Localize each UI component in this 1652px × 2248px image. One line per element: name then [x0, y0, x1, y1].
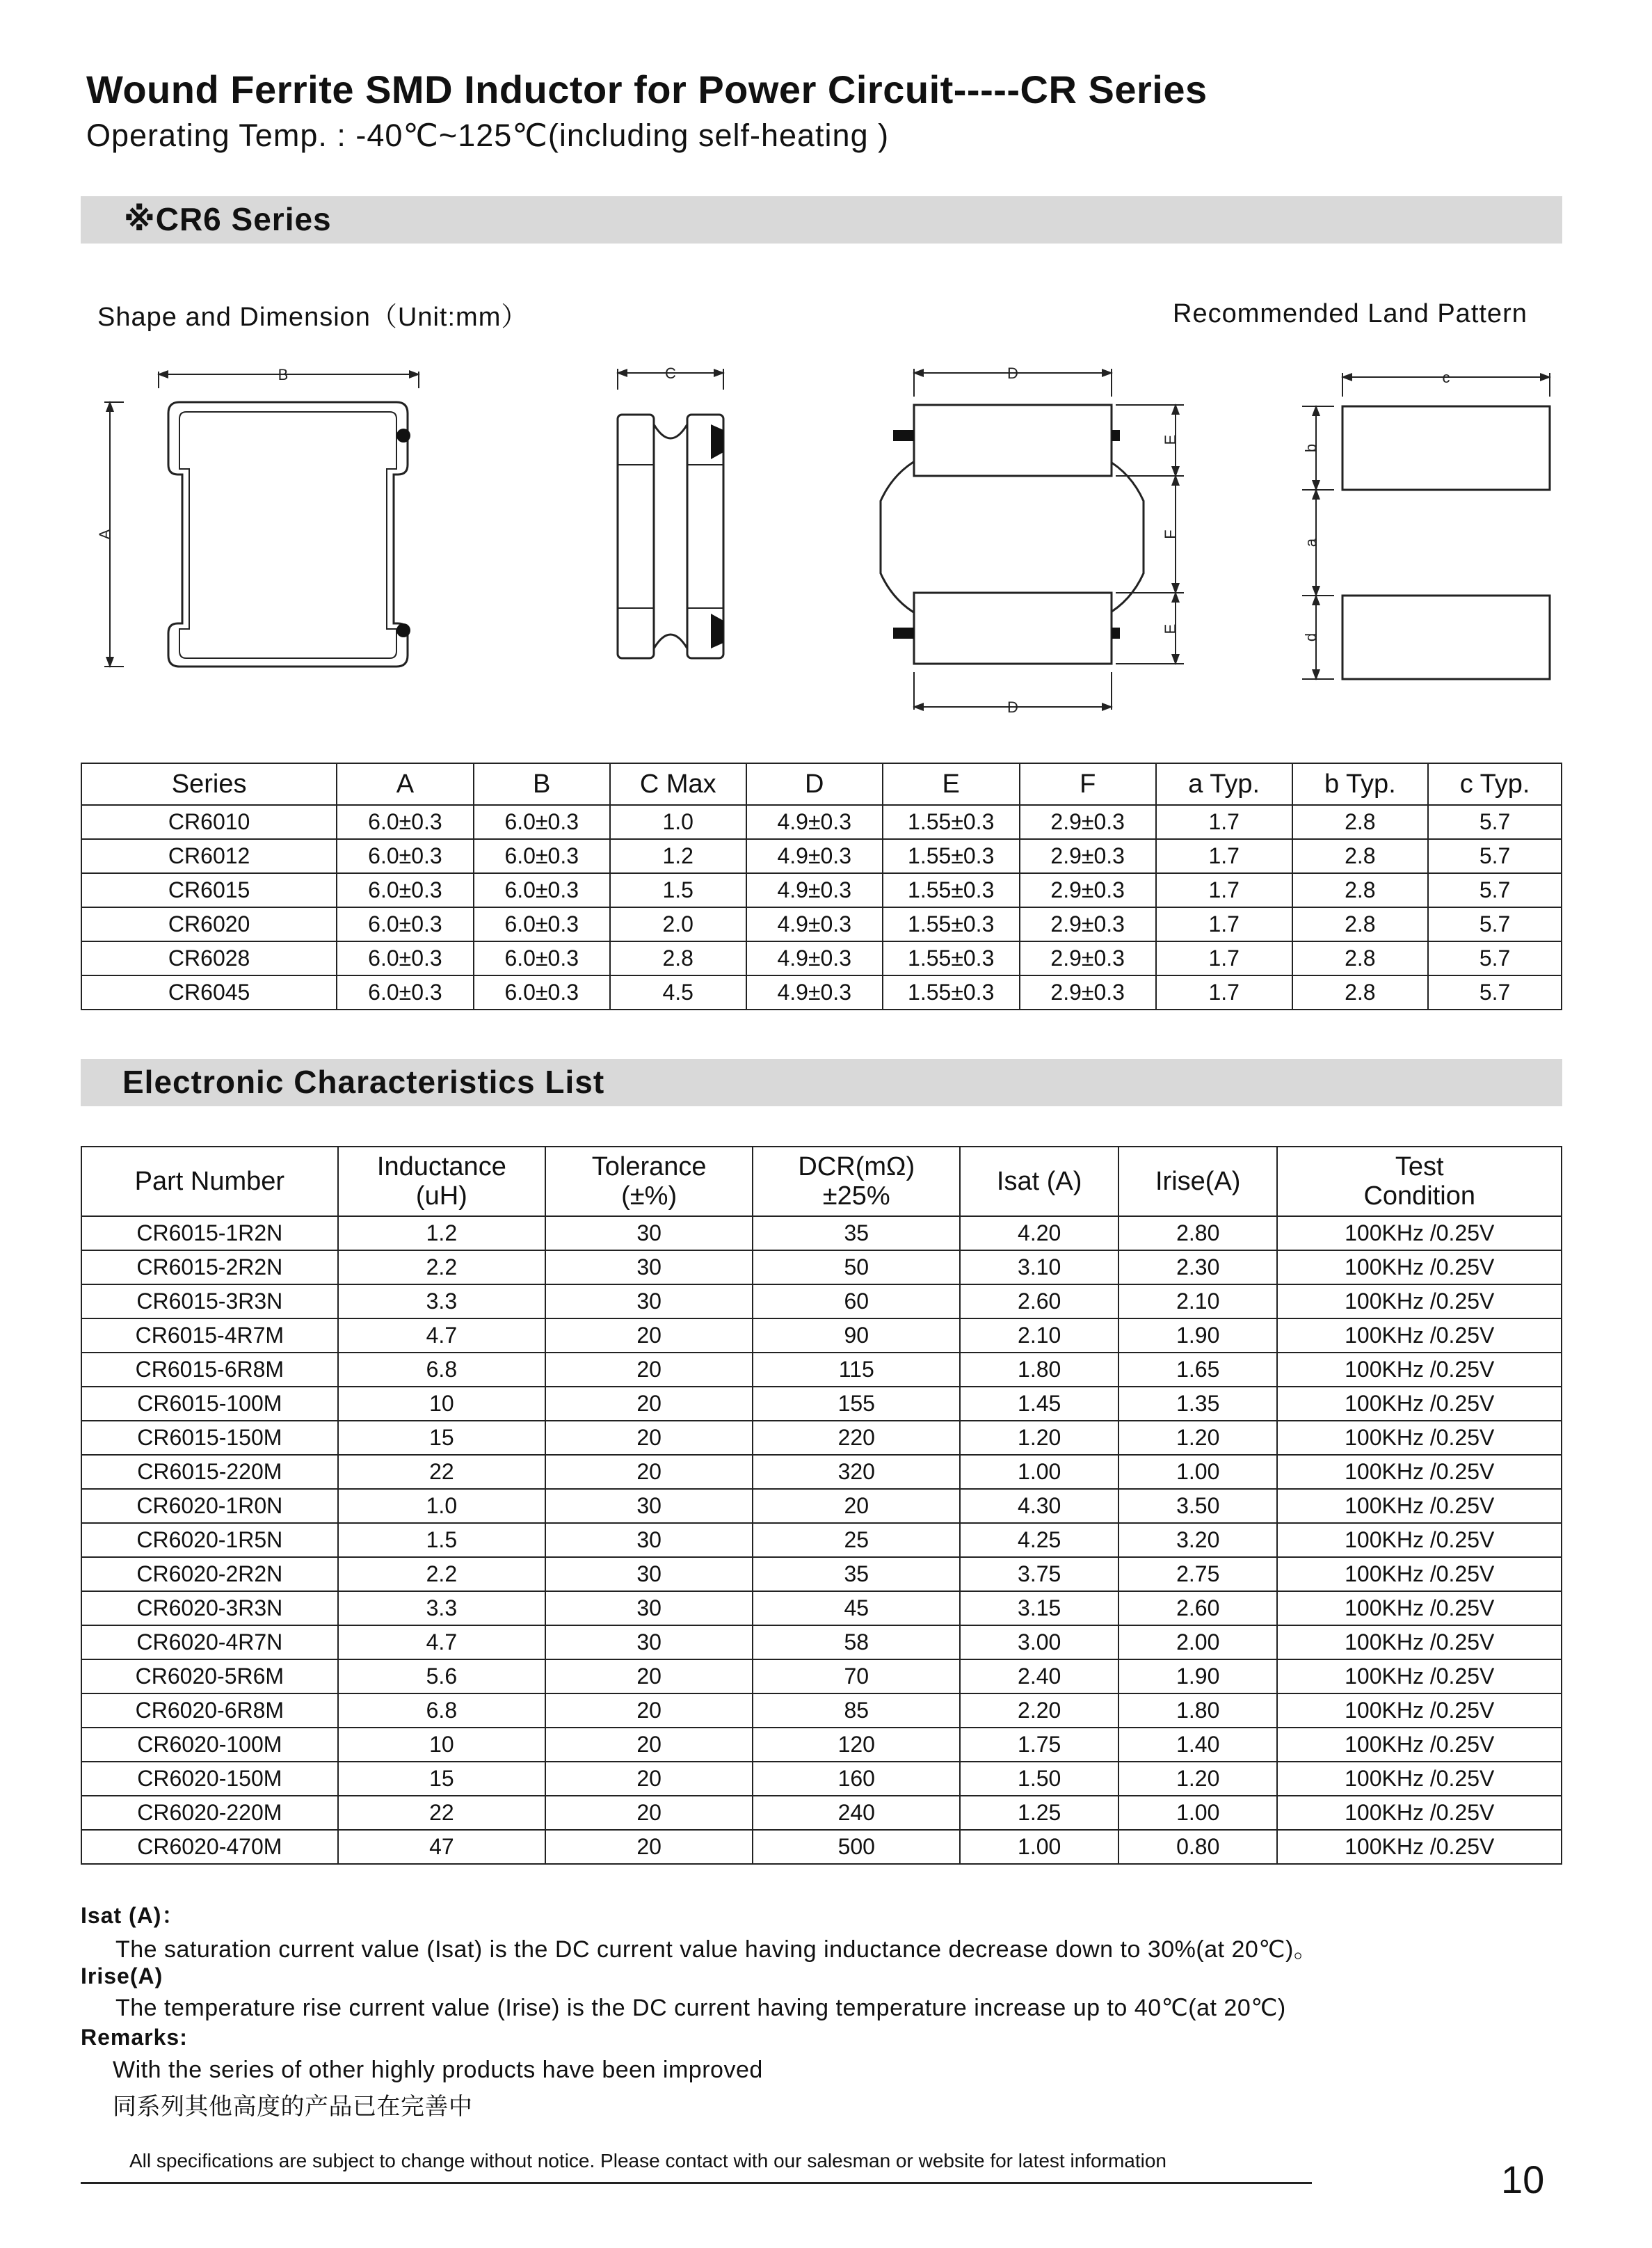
dimension-cell: 2.8	[1292, 941, 1429, 975]
dimension-cell: 2.9±0.3	[1020, 975, 1156, 1010]
operating-temp: Operating Temp. : -40℃~125℃(including self-heating )	[86, 118, 890, 153]
characteristics-cell: 100KHz /0.25V	[1277, 1318, 1562, 1353]
dimension-row	[81, 805, 1562, 839]
characteristics-cell: 100KHz /0.25V	[1277, 1387, 1562, 1421]
characteristics-cell: 2.30	[1118, 1250, 1278, 1284]
dimension-cell: 2.8	[1292, 839, 1429, 873]
characteristics-row	[81, 1693, 1562, 1728]
characteristics-cell: 22	[338, 1796, 545, 1830]
characteristics-row	[81, 1318, 1562, 1353]
dimension-cell: 1.7	[1156, 907, 1292, 941]
dimension-cell: 1.7	[1156, 941, 1292, 975]
dim-label-land-c: c	[1442, 369, 1450, 386]
characteristics-cell: 20	[545, 1830, 753, 1864]
characteristics-cell: 50	[753, 1250, 960, 1284]
footer-disclaimer: All specifications are subject to change without notice. Please contact with our salesman or website for latest information	[129, 2150, 1166, 2171]
characteristics-row	[81, 1455, 1562, 1489]
characteristics-cell: 100KHz /0.25V	[1277, 1455, 1562, 1489]
dimension-row	[81, 975, 1562, 1010]
characteristics-cell: 10	[338, 1387, 545, 1421]
dimension-cell: 1.2	[610, 839, 746, 873]
dimension-header-cell: D	[746, 763, 883, 805]
characteristics-cell: 2.00	[1118, 1625, 1278, 1659]
characteristics-cell: 90	[753, 1318, 960, 1353]
dim-label-f: F	[1162, 529, 1179, 539]
dimension-cell: 2.9±0.3	[1020, 873, 1156, 907]
part-number-cell: CR6015-3R3N	[81, 1284, 338, 1318]
characteristics-cell: 1.20	[960, 1421, 1118, 1455]
characteristics-header-cell	[545, 1147, 753, 1216]
characteristics-cell: 1.65	[1118, 1353, 1278, 1387]
dimension-header-cell: C Max	[610, 763, 746, 805]
dim-label-a: A	[96, 529, 113, 540]
characteristics-cell: 1.80	[1118, 1693, 1278, 1728]
characteristics-cell: 0.80	[1118, 1830, 1278, 1864]
characteristics-cell: 70	[753, 1659, 960, 1693]
characteristics-cell: 4.25	[960, 1523, 1118, 1557]
page-number: 10	[1501, 2158, 1545, 2201]
characteristics-cell: 10	[338, 1728, 545, 1762]
characteristics-header-cell	[338, 1147, 545, 1216]
characteristics-row	[81, 1557, 1562, 1591]
part-number-cell: CR6015-4R7M	[81, 1318, 338, 1353]
characteristics-cell: 5.6	[338, 1659, 545, 1693]
characteristics-cell: 30	[545, 1625, 753, 1659]
characteristics-cell: 22	[338, 1455, 545, 1489]
isat-description: The saturation current value (Isat) is the DC current value having inductance decrease down to 30%(at 20℃)。	[115, 1936, 1318, 1963]
header-line: Inductance	[376, 1152, 506, 1181]
characteristics-row	[81, 1523, 1562, 1557]
remarks-heading: Remarks:	[81, 2025, 188, 2050]
characteristics-cell: 58	[753, 1625, 960, 1659]
characteristics-cell: 1.20	[1118, 1421, 1278, 1455]
characteristics-cell: 1.35	[1118, 1387, 1278, 1421]
characteristics-cell: 6.8	[338, 1353, 545, 1387]
dimension-cell: 1.55±0.3	[883, 941, 1020, 975]
header-line: Condition	[1363, 1181, 1476, 1211]
dimension-cell: 4.9±0.3	[746, 805, 883, 839]
characteristics-cell: 4.30	[960, 1489, 1118, 1523]
characteristics-cell: 100KHz /0.25V	[1277, 1625, 1562, 1659]
characteristics-cell: 20	[545, 1421, 753, 1455]
characteristics-header-cell	[1277, 1147, 1562, 1216]
characteristics-cell: 3.15	[960, 1591, 1118, 1625]
characteristics-cell: 60	[753, 1284, 960, 1318]
characteristics-cell: 100KHz /0.25V	[1277, 1284, 1562, 1318]
dimension-cell: 6.0±0.3	[474, 941, 610, 975]
land-pattern-drawing	[1302, 373, 1550, 679]
characteristics-cell: 2.60	[1118, 1591, 1278, 1625]
characteristics-cell: 120	[753, 1728, 960, 1762]
dim-label-e-top: E	[1162, 434, 1179, 445]
characteristics-cell: 100KHz /0.25V	[1277, 1353, 1562, 1387]
dimension-cell: 1.55±0.3	[883, 873, 1020, 907]
characteristics-cell: 15	[338, 1762, 545, 1796]
part-number-cell: CR6020-6R8M	[81, 1693, 338, 1728]
characteristics-cell: 2.75	[1118, 1557, 1278, 1591]
part-number-cell: CR6020-100M	[81, 1728, 338, 1762]
characteristics-cell: 3.75	[960, 1557, 1118, 1591]
characteristics-row	[81, 1387, 1562, 1421]
characteristics-cell: 2.40	[960, 1659, 1118, 1693]
characteristics-cell: 100KHz /0.25V	[1277, 1796, 1562, 1830]
characteristics-cell: 100KHz /0.25V	[1277, 1421, 1562, 1455]
characteristics-cell: 20	[545, 1796, 753, 1830]
land-pattern-label: Recommended Land Pattern	[1173, 299, 1527, 328]
characteristics-cell: 100KHz /0.25V	[1277, 1693, 1562, 1728]
dimension-cell: 5.7	[1428, 839, 1562, 873]
dimension-cell: 4.9±0.3	[746, 839, 883, 873]
characteristics-cell: 20	[545, 1387, 753, 1421]
dim-label-c: C	[665, 365, 676, 382]
characteristics-cell: 35	[753, 1216, 960, 1250]
header-line: ±25%	[822, 1181, 890, 1211]
part-number-cell: CR6020-3R3N	[81, 1591, 338, 1625]
characteristics-cell: 100KHz /0.25V	[1277, 1216, 1562, 1250]
part-number-cell: CR6020-1R0N	[81, 1489, 338, 1523]
characteristics-cell: 100KHz /0.25V	[1277, 1830, 1562, 1864]
characteristics-cell: 4.20	[960, 1216, 1118, 1250]
dimension-cell: 2.9±0.3	[1020, 907, 1156, 941]
dim-label-e-bottom: E	[1162, 623, 1179, 635]
characteristics-cell: 100KHz /0.25V	[1277, 1728, 1562, 1762]
dimension-cell: 1.7	[1156, 975, 1292, 1010]
characteristics-cell: 1.0	[338, 1489, 545, 1523]
characteristics-cell: 47	[338, 1830, 545, 1864]
characteristics-cell: 30	[545, 1523, 753, 1557]
characteristics-cell: 100KHz /0.25V	[1277, 1557, 1562, 1591]
dimension-cell: 4.9±0.3	[746, 975, 883, 1010]
dimension-cell: 1.7	[1156, 805, 1292, 839]
characteristics-cell: 1.45	[960, 1387, 1118, 1421]
dim-label-d-top: D	[1007, 365, 1018, 382]
part-number-cell: CR6020-2R2N	[81, 1557, 338, 1591]
characteristics-cell: 20	[545, 1318, 753, 1353]
shape-dimension-label: Shape and Dimension（Unit:mm）	[97, 303, 529, 332]
part-number-cell: CR6020-1R5N	[81, 1523, 338, 1557]
characteristics-cell: 30	[545, 1284, 753, 1318]
dimension-cell: 5.7	[1428, 873, 1562, 907]
dimension-row	[81, 873, 1562, 907]
characteristics-cell: 20	[545, 1762, 753, 1796]
part-number-cell: CR6015-150M	[81, 1421, 338, 1455]
characteristics-cell: 100KHz /0.25V	[1277, 1591, 1562, 1625]
characteristics-cell: 35	[753, 1557, 960, 1591]
dimension-cell: 4.9±0.3	[746, 941, 883, 975]
characteristics-row	[81, 1216, 1562, 1250]
header-line: Tolerance	[591, 1152, 707, 1181]
characteristics-cell: 20	[545, 1728, 753, 1762]
dimension-cell: 2.8	[1292, 805, 1429, 839]
dimension-header-cell: b Typ.	[1292, 763, 1429, 805]
characteristics-cell: 1.00	[960, 1455, 1118, 1489]
characteristics-row	[81, 1830, 1562, 1864]
remarks-line-1: With the series of other highly products have been improved	[113, 2057, 763, 2083]
part-number-cell: CR6015-2R2N	[81, 1250, 338, 1284]
footer-divider	[81, 2182, 1312, 2184]
characteristics-row	[81, 1762, 1562, 1796]
dimension-cell: 1.0	[610, 805, 746, 839]
part-number-cell: CR6020-5R6M	[81, 1659, 338, 1693]
header-line: Irise(A)	[1155, 1167, 1241, 1196]
characteristics-cell: 15	[338, 1421, 545, 1455]
bottom-view-drawing	[881, 369, 1184, 710]
part-number-cell: CR6020-150M	[81, 1762, 338, 1796]
characteristics-cell: 30	[545, 1489, 753, 1523]
dimension-header-cell: a Typ.	[1156, 763, 1292, 805]
dimension-cell: 4.5	[610, 975, 746, 1010]
characteristics-table-header	[81, 1147, 1562, 1216]
dimension-table	[81, 763, 1562, 1010]
dimension-cell: 5.7	[1428, 805, 1562, 839]
dimension-cell: CR6045	[81, 975, 337, 1010]
dimension-cell: 6.0±0.3	[337, 839, 473, 873]
characteristics-row	[81, 1489, 1562, 1523]
dimension-cell: 1.7	[1156, 873, 1292, 907]
characteristics-cell: 100KHz /0.25V	[1277, 1523, 1562, 1557]
characteristics-cell: 2.60	[960, 1284, 1118, 1318]
characteristics-cell: 2.80	[1118, 1216, 1278, 1250]
dimension-cell: 6.0±0.3	[474, 805, 610, 839]
characteristics-cell: 240	[753, 1796, 960, 1830]
dimension-cell: 6.0±0.3	[474, 907, 610, 941]
dimension-row	[81, 907, 1562, 941]
characteristics-cell: 2.2	[338, 1250, 545, 1284]
part-number-cell: CR6015-1R2N	[81, 1216, 338, 1250]
dim-label-b: B	[278, 366, 289, 383]
irise-heading: Irise(A)	[81, 1963, 163, 1988]
dimension-cell: 1.55±0.3	[883, 907, 1020, 941]
characteristics-cell: 25	[753, 1523, 960, 1557]
dimension-cell: 6.0±0.3	[337, 873, 473, 907]
header-line: Isat (A)	[996, 1167, 1082, 1196]
characteristics-cell: 20	[545, 1455, 753, 1489]
side-view-drawing	[618, 369, 723, 658]
characteristics-row	[81, 1659, 1562, 1693]
header-line: Part Number	[134, 1167, 285, 1196]
dimension-row	[81, 941, 1562, 975]
dimension-cell: 4.9±0.3	[746, 907, 883, 941]
characteristics-header-cell	[1118, 1147, 1278, 1216]
characteristics-cell: 30	[545, 1216, 753, 1250]
dimension-cell: 2.9±0.3	[1020, 941, 1156, 975]
characteristics-header-cell	[753, 1147, 960, 1216]
part-number-cell: CR6015-100M	[81, 1387, 338, 1421]
characteristics-row	[81, 1728, 1562, 1762]
section-heading-cr6: ※CR6 Series	[124, 201, 332, 237]
dim-label-land-d: d	[1302, 632, 1320, 642]
dim-label-land-b: b	[1302, 443, 1320, 453]
characteristics-cell: 1.5	[338, 1523, 545, 1557]
characteristics-cell: 160	[753, 1762, 960, 1796]
dimension-cell: CR6020	[81, 907, 337, 941]
characteristics-cell: 3.3	[338, 1284, 545, 1318]
dim-label-land-a: a	[1302, 538, 1320, 548]
characteristics-cell: 1.90	[1118, 1318, 1278, 1353]
characteristics-cell: 2.2	[338, 1557, 545, 1591]
characteristics-cell: 1.00	[1118, 1455, 1278, 1489]
dimension-cell: 6.0±0.3	[337, 907, 473, 941]
dimension-cell: 2.8	[610, 941, 746, 975]
characteristics-cell: 20	[545, 1353, 753, 1387]
characteristics-row	[81, 1421, 1562, 1455]
dimension-table-header	[81, 763, 1562, 805]
characteristics-header-cell	[960, 1147, 1118, 1216]
characteristics-row	[81, 1625, 1562, 1659]
characteristics-cell: 30	[545, 1591, 753, 1625]
characteristics-cell: 20	[545, 1659, 753, 1693]
dimension-cell: 6.0±0.3	[337, 941, 473, 975]
characteristics-cell: 1.50	[960, 1762, 1118, 1796]
dimension-cell: 5.7	[1428, 941, 1562, 975]
characteristics-cell: 1.20	[1118, 1762, 1278, 1796]
characteristics-cell: 100KHz /0.25V	[1277, 1659, 1562, 1693]
dimension-cell: CR6010	[81, 805, 337, 839]
dimension-header-cell: c Typ.	[1428, 763, 1562, 805]
header-line: (±%)	[621, 1181, 677, 1211]
characteristics-cell: 100KHz /0.25V	[1277, 1250, 1562, 1284]
characteristics-cell: 3.00	[960, 1625, 1118, 1659]
dimension-cell: 1.55±0.3	[883, 805, 1020, 839]
characteristics-cell: 30	[545, 1557, 753, 1591]
characteristics-cell: 500	[753, 1830, 960, 1864]
dimension-header-cell: F	[1020, 763, 1156, 805]
dimension-cell: 1.5	[610, 873, 746, 907]
irise-description: The temperature rise current value (Irise) is the DC current having temperature increase up to 40℃(at 20℃)	[115, 1995, 1286, 2021]
dimension-header-cell: B	[474, 763, 610, 805]
dimension-cell: 5.7	[1428, 975, 1562, 1010]
dim-label-d-bottom: D	[1007, 699, 1018, 716]
characteristics-cell: 155	[753, 1387, 960, 1421]
characteristics-cell: 2.10	[1118, 1284, 1278, 1318]
dimension-row	[81, 839, 1562, 873]
characteristics-cell: 1.90	[1118, 1659, 1278, 1693]
characteristics-cell: 1.40	[1118, 1728, 1278, 1762]
characteristics-cell: 3.3	[338, 1591, 545, 1625]
characteristics-cell: 100KHz /0.25V	[1277, 1762, 1562, 1796]
header-line: Test	[1395, 1152, 1444, 1181]
characteristics-cell: 2.10	[960, 1318, 1118, 1353]
isat-heading: Isat (A)：	[81, 1903, 185, 1928]
dimension-cell: 6.0±0.3	[474, 873, 610, 907]
characteristics-row	[81, 1796, 1562, 1830]
characteristics-row	[81, 1284, 1562, 1318]
dimension-cell: 1.55±0.3	[883, 839, 1020, 873]
dimension-header-cell: A	[337, 763, 473, 805]
part-number-cell: CR6015-220M	[81, 1455, 338, 1489]
characteristics-cell: 2.20	[960, 1693, 1118, 1728]
characteristics-cell: 1.25	[960, 1796, 1118, 1830]
dimension-cell: 2.9±0.3	[1020, 839, 1156, 873]
dimension-cell: CR6028	[81, 941, 337, 975]
characteristics-cell: 6.8	[338, 1693, 545, 1728]
dimension-cell: 4.9±0.3	[746, 873, 883, 907]
characteristics-cell: 100KHz /0.25V	[1277, 1489, 1562, 1523]
characteristics-cell: 1.75	[960, 1728, 1118, 1762]
dimension-cell: CR6015	[81, 873, 337, 907]
characteristics-cell: 1.80	[960, 1353, 1118, 1387]
characteristics-row	[81, 1250, 1562, 1284]
characteristics-cell: 3.10	[960, 1250, 1118, 1284]
dimension-cell: 6.0±0.3	[337, 975, 473, 1010]
dimension-cell: 2.9±0.3	[1020, 805, 1156, 839]
dimension-cell: 2.8	[1292, 907, 1429, 941]
dimension-cell: 2.8	[1292, 975, 1429, 1010]
characteristics-table	[81, 1146, 1562, 1865]
characteristics-cell: 20	[545, 1693, 753, 1728]
remarks-line-2: 同系列其他高度的产品已在完善中	[113, 2093, 473, 2121]
part-number-cell: CR6020-220M	[81, 1796, 338, 1830]
dimension-cell: 1.55±0.3	[883, 975, 1020, 1010]
top-view-drawing	[104, 372, 419, 667]
characteristics-cell: 3.50	[1118, 1489, 1278, 1523]
dimension-cell: 5.7	[1428, 907, 1562, 941]
part-number-cell: CR6015-6R8M	[81, 1353, 338, 1387]
header-line: DCR(mΩ)	[798, 1152, 915, 1181]
dimension-drawings	[0, 348, 1652, 738]
characteristics-cell: 30	[545, 1250, 753, 1284]
characteristics-cell: 220	[753, 1421, 960, 1455]
characteristics-row	[81, 1591, 1562, 1625]
dimension-cell: 6.0±0.3	[474, 839, 610, 873]
characteristics-header-cell	[81, 1147, 338, 1216]
dimension-cell: 2.8	[1292, 873, 1429, 907]
characteristics-cell: 115	[753, 1353, 960, 1387]
characteristics-row	[81, 1353, 1562, 1387]
characteristics-cell: 1.2	[338, 1216, 545, 1250]
dimension-header-cell: Series	[81, 763, 337, 805]
section-band-cr6	[81, 196, 1562, 244]
dimension-cell: 6.0±0.3	[337, 805, 473, 839]
characteristics-cell: 20	[753, 1489, 960, 1523]
dimension-cell: 6.0±0.3	[474, 975, 610, 1010]
characteristics-cell: 1.00	[1118, 1796, 1278, 1830]
characteristics-cell: 1.00	[960, 1830, 1118, 1864]
page-title: Wound Ferrite SMD Inductor for Power Circuit-----CR Series	[86, 67, 1208, 111]
dimension-header-cell: E	[883, 763, 1020, 805]
dimension-cell: 1.7	[1156, 839, 1292, 873]
header-line: (uH)	[415, 1181, 467, 1211]
characteristics-cell: 4.7	[338, 1318, 545, 1353]
characteristics-cell: 85	[753, 1693, 960, 1728]
characteristics-cell: 45	[753, 1591, 960, 1625]
characteristics-cell: 320	[753, 1455, 960, 1489]
section-heading-electronic: Electronic Characteristics List	[122, 1064, 605, 1100]
part-number-cell: CR6020-4R7N	[81, 1625, 338, 1659]
dimension-cell: CR6012	[81, 839, 337, 873]
characteristics-cell: 3.20	[1118, 1523, 1278, 1557]
dimension-cell: 2.0	[610, 907, 746, 941]
section-band-electronic	[81, 1059, 1562, 1106]
characteristics-cell: 4.7	[338, 1625, 545, 1659]
part-number-cell: CR6020-470M	[81, 1830, 338, 1864]
